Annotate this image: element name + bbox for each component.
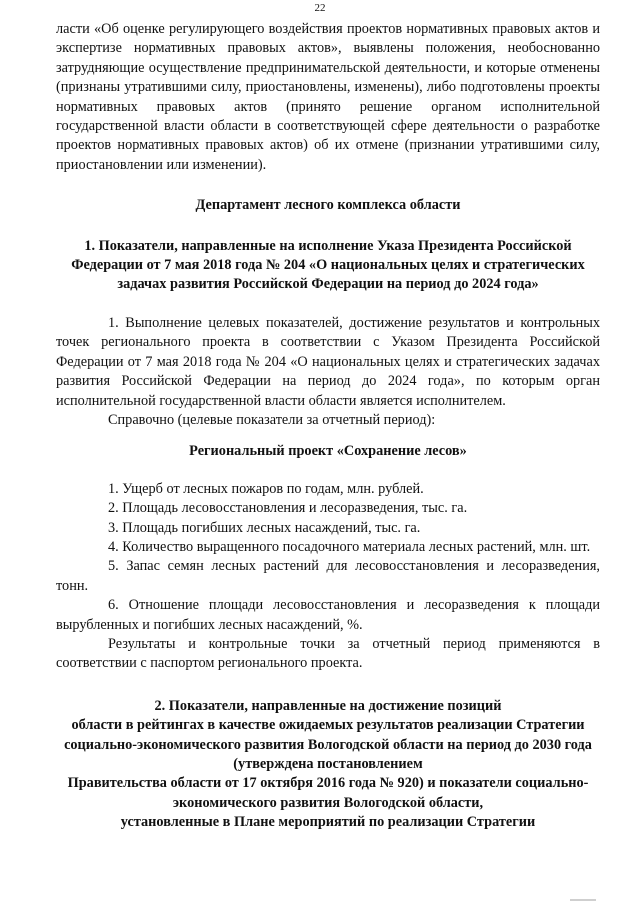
indicator-item: 6. Отношение площади лесовосстановления и лесоразведения к площади вырубленных и погибших лесных насаждений, %.	[56, 597, 600, 633]
results-paragraph: Результаты и контрольные точки за отчетный период применяются в соответствии с паспортом регионального проекта.	[56, 635, 600, 672]
document-body	[56, 20, 600, 833]
scan-smudge	[570, 899, 596, 901]
reference-note: Справочно (целевые показатели за отчетный период):	[108, 411, 436, 428]
indicator-item: 3. Площадь погибших лесных насаждений, тыс. га.	[108, 519, 421, 536]
indicator-item: 4. Количество выращенного посадочного материала лесных растений, млн. шт.	[108, 538, 591, 555]
section-2-heading-line: области в рейтингах в качестве ожидаемых результатов реализации Стратегии социально-экономического развития Вологодской области на период до 2030 года (утверждена постановлением	[64, 717, 592, 772]
intro-paragraph: ласти «Об оценке регулирующего воздействия проектов нормативных правовых актов и экспертизе нормативных правовых актов», выявлены положения, необоснованно затрудняющие осуществление предпринимательской деятельности, и которые отменены (признаны утратившими силу, приостановлены, изменены), либо подготовлены проекты нормативных правовых актов (принято решение органом исполнительной государственной власти области в соответствующей сфере деятельности о разработке проектов нормативных правовых актов) об их отмене (признании утратившими силу, приостановлении или изменении).	[56, 21, 600, 173]
section-2-heading-line: Правительства области от 17 октября 2016 года № 920) и показатели социально-экономического развития Вологодской области,	[67, 775, 589, 811]
section-1-paragraph: 1. Выполнение целевых показателей, достижение результатов и контрольных точек регионального проекта в соответствии с Указом Президента Российской Федерации от 7 мая 2018 года № 204 «О национальных целях и стратегических задачах развития Российской Федерации на период до 2024 года», по которым орган исполнительной государственной власти области является исполнителем.	[56, 314, 600, 409]
indicator-item: 2. Площадь лесовосстановления и лесоразведения, тыс. га.	[108, 500, 468, 517]
section-2-heading-line: установленные в Плане мероприятий по реализации Стратегии	[120, 814, 536, 831]
section-2-heading-line: 2. Показатели, направленные на достижение позиций	[154, 697, 502, 714]
page-number: 22	[314, 2, 326, 14]
section-1-heading: 1. Показатели, направленные на исполнение Указа Президента Российской Федерации от 7 мая 2018 года № 204 «О национальных целях и стратегических задачах развития Российской Федерации на период до 2024 года»	[71, 237, 585, 293]
indicator-item: 1. Ущерб от лесных пожаров по годам, млн. рублей.	[108, 480, 424, 497]
department-heading: Департамент лесного комплекса области	[195, 197, 461, 214]
indicator-item: 5. Запас семян лесных растений для лесовосстановления и лесоразведения, тонн.	[56, 558, 600, 594]
regional-project-heading: Региональный проект «Сохранение лесов»	[189, 443, 467, 460]
